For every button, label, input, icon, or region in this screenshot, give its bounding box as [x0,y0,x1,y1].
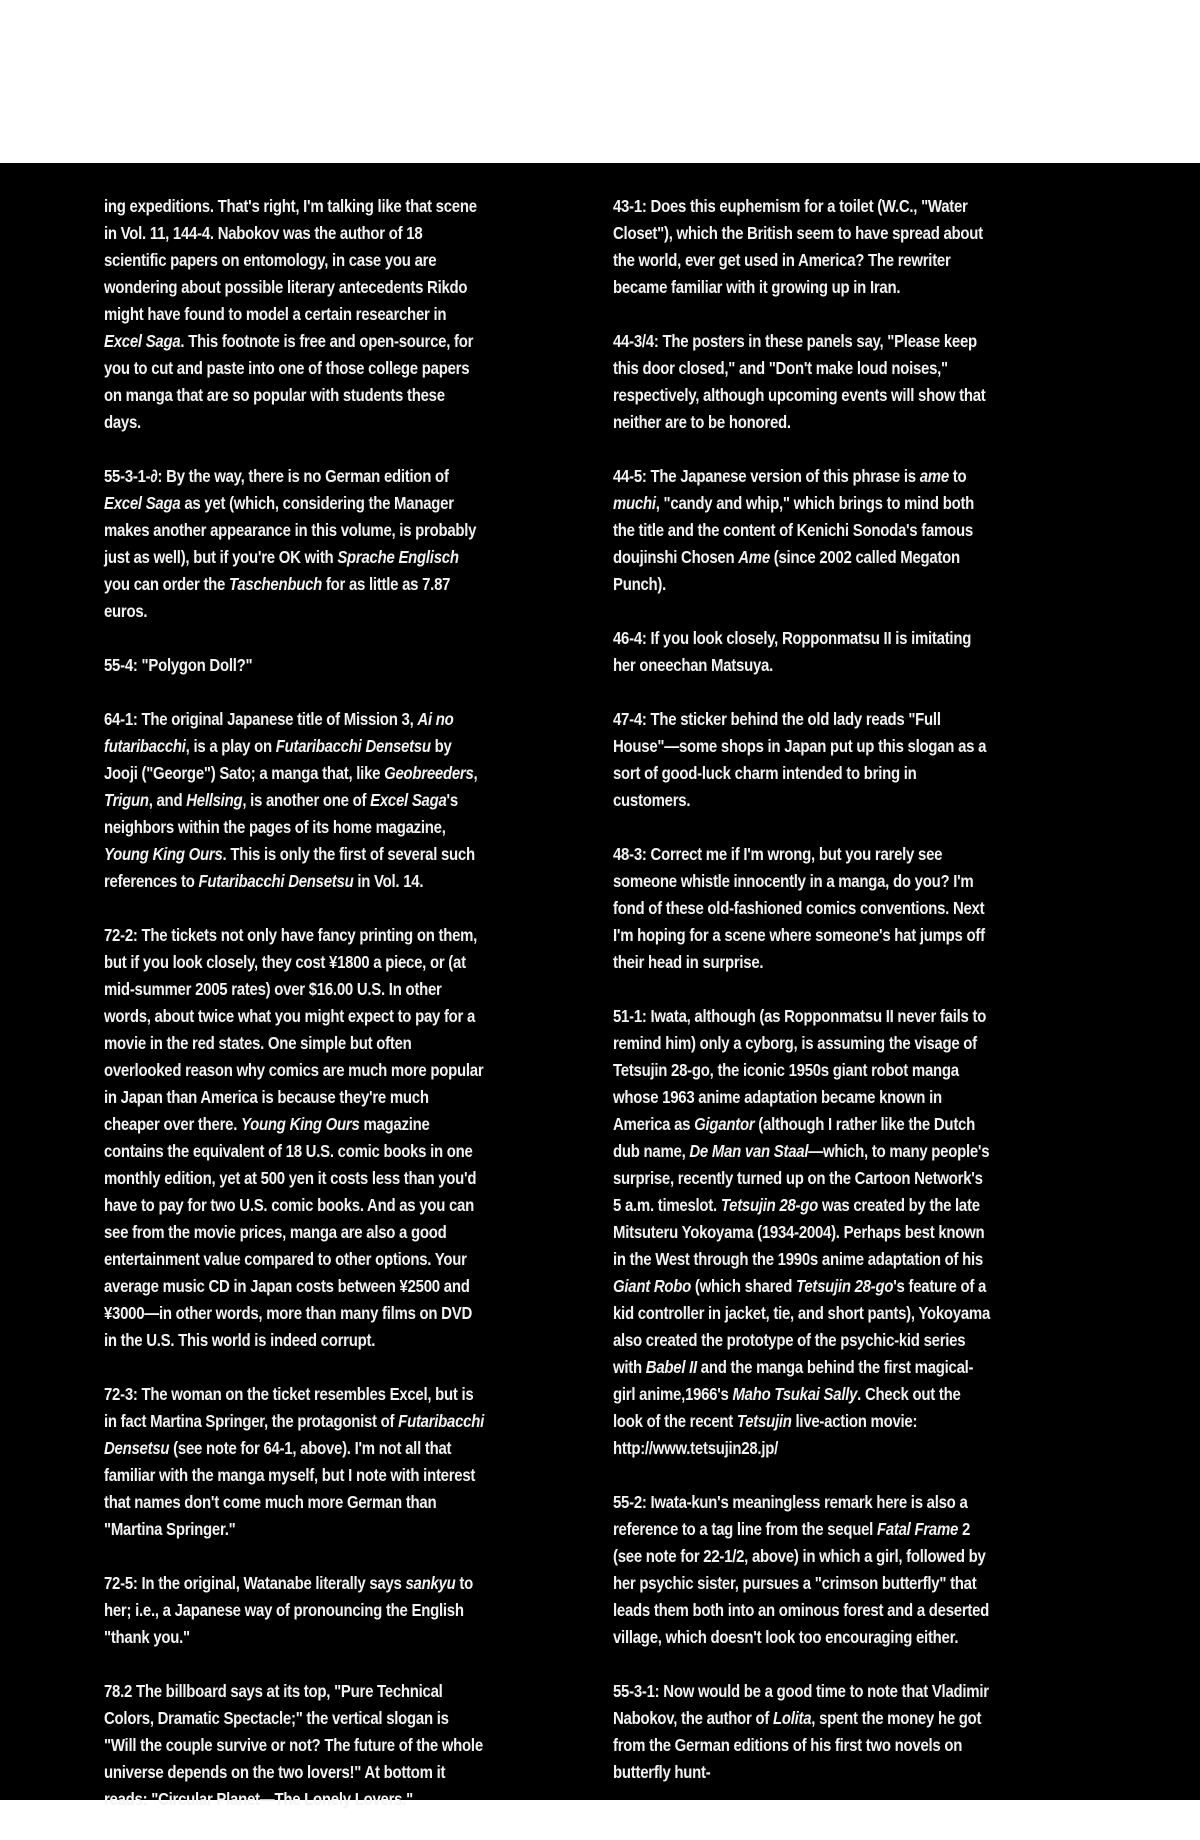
note-text: 51-1: Iwata, although (as Ropponmatsu II never fails to remind him) only a cyborg, is assuming the visage of Tetsujin 28-go, the iconic 1950s giant robot manga whose 1963 anime adaptation became known in America as [613,1006,987,1134]
note-text: 72-5: In the original, Watanabe literally says [104,1573,406,1593]
note-cont [104,193,484,436]
italic-title: Ame [738,547,770,567]
note-43-1 [613,193,993,301]
note-text: ing expeditions. That's right, I'm talking like that scene in Vol. 11, 144-4. Nabokov was the author of 18 scientific papers on entomology, in case you are wondering about possible literary antecedents Rikdo might have found to model a certain researcher in [104,196,477,324]
italic-title: Young King Ours [104,844,223,864]
note-text: (see note for 64-1, above). I'm not all that familiar with the manga myself, but I note with interest that names don't come much more German than "Martina Springer." [104,1438,476,1539]
note-text: 48-3: Correct me if I'm wrong, but you rarely see someone whistle innocently in a manga, do you? I'm fond of these old-fashioned comics conventions. Next I'm hoping for a scene where someone's hat jumps off their head in surprise. [613,844,985,972]
note-55-3-1-d [104,463,484,625]
note-46-4 [613,625,993,679]
note-text: was created by the late Mitsuteru Yokoyama (1934-2004). Perhaps best known in the West through the 1990s anime adaptation of his [613,1195,985,1269]
note-text: 55-3-1: Now would be a good time to note that Vladimir Nabokov, the author of [613,1681,989,1728]
note-text: , is a play on [185,736,276,756]
note-text: for as little as 7.87 euros. [104,574,451,621]
italic-title: Sprache Englisch [337,547,459,567]
note-text: 46-4: If you look closely, Ropponmatsu II is imitating her oneechan Matsuya. [613,628,972,675]
italic-title: Fatal Frame [876,1519,959,1539]
note-44-3-4 [613,328,993,436]
note-55-4 [104,652,484,679]
note-text: by Jooji ("George") Sato; a manga that, like [104,736,452,783]
note-text: 55-4: "Polygon Doll?" [104,655,253,675]
note-text: in Vol. 14. [353,871,424,891]
italic-title: Excel Saga [104,331,181,351]
note-64-1 [104,706,484,895]
italic-title: ame [919,466,949,486]
italic-title: sankyu [405,1573,456,1593]
note-text: you can order the [104,574,230,594]
note-text: , and [148,790,187,810]
note-text: , is another one of [242,790,371,810]
note-text: . Check out the look of the recent [613,1384,961,1431]
italic-title: Trigun [104,790,149,810]
note-text: , "candy and whip," which brings to mind both the title and the content of Kenichi Sonoda's famous doujinshi Chosen [613,493,975,567]
italic-title: Geobreeders [384,763,474,783]
italic-title: Futaribacchi Densetsu [198,871,354,891]
note-text: 44-3/4: The posters in these panels say, "Please keep this door closed," and "Don't make loud noises," respectively, although upcoming events will show that neither are to be honored. [613,331,986,432]
note-text: , [473,763,478,783]
note-48-3 [613,841,993,976]
top-margin [0,0,1200,163]
note-72-2 [104,922,484,1354]
italic-title: Giant Robo [613,1276,692,1296]
italic-title: muchi [613,493,656,513]
note-text: 44-5: The Japanese version of this phrase is [613,466,920,486]
italic-title: Taschenbuch [229,574,323,594]
italic-title: Tetsujin 28-go [796,1276,894,1296]
note-text: 55-3-1-∂: By the way, there is no German edition of [104,466,449,486]
note-47-4 [613,706,993,814]
right-column [613,193,993,1813]
note-text: as yet (which, considering the Manager makes another appearance in this volume, is probably just as well), but if you're OK with [104,493,477,567]
note-text: (although I rather like the Dutch dub name, [613,1114,975,1161]
note-text: 55-2: Iwata-kun's meaningless remark here is also a reference to a tag line from the sequel [613,1492,968,1539]
note-text: 72-3: The woman on the ticket resembles Excel, but is in fact Martina Springer, the protagonist of [104,1384,474,1431]
note-text: (which shared [691,1276,797,1296]
note-text: 's feature of a kid controller in jacket, tie, and short pants), Yokoyama also created the prototype of the psychic-kid series with [613,1276,991,1377]
note-text: and the manga behind the first magical-girl anime,1966's [613,1357,974,1404]
italic-title: Futaribacchi Densetsu [275,736,431,756]
note-text: , spent the money he got from the German editions of his first two novels on butterfly hunt- [613,1708,982,1782]
note-44-5 [613,463,993,598]
note-51-1 [613,1003,993,1462]
note-text: . This is only the first of several such references to [104,844,475,891]
note-text: 2 (see note for 22-1/2, above) in which a girl, followed by her psychic sister, pursues a "crimson butterfly" that leads them both into an ominous forest and a deserted village, which doesn't look too encouraging either. [613,1519,990,1647]
note-text: live-action movie: http://www.tetsujin28.jp/ [613,1411,918,1458]
italic-title: Babel II [645,1357,697,1377]
note-55-2 [613,1489,993,1651]
note-text: —which, to many people's surprise, recently turned up on the Cartoon Network's 5 a.m. timeslot. [613,1141,990,1215]
italic-title: Young King Ours [240,1114,360,1134]
note-78-2 [104,1678,484,1813]
note-text: 47-4: The sticker behind the old lady reads "Full House"—some shops in Japan put up this slogan as a sort of good-luck charm intended to bring in customers. [613,709,987,810]
italic-title: Maho Tsukai Sally [732,1384,858,1404]
italic-title: Hellsing [186,790,243,810]
left-column [104,193,484,1840]
note-text: 78.2 The billboard says at its top, "Pure Technical Colors, Dramatic Spectacle;" the vertical slogan is "Will the couple survive or not? The future of the whole universe depends on the two lovers!" At bottom it reads: "Circular Planet—The Lonely Lovers." [104,1681,483,1809]
note-text: 's neighbors within the pages of its home magazine, [104,790,458,837]
italic-title: Ai no futaribacchi [104,709,454,756]
notes-page [0,163,1200,1809]
italic-title: Excel Saga [104,493,181,513]
italic-title: De Man van Staal [689,1141,809,1161]
note-72-3 [104,1381,484,1543]
italic-title: Tetsujin [736,1411,792,1431]
note-text: 72-2: The tickets not only have fancy printing on them, but if you look closely, they cost ¥1800 a piece, or (at mid-summer 2005 rates) over $16.00 U.S. In other words, about twice what you might expect to pay for a movie in the red states. One simple but often overlooked reason why comics are much more popular in Japan than America is because they're much cheaper over there. [104,925,484,1134]
italic-title: Futaribacchi Densetsu [104,1411,485,1458]
note-text: (since 2002 called Megaton Punch). [613,547,960,594]
italic-title: Gigantor [694,1114,755,1134]
note-text: to [948,466,967,486]
note-text: 64-1: The original Japanese title of Mission 3, [104,709,418,729]
note-text: 43-1: Does this euphemism for a toilet (W.C., "Water Closet"), which the British seem to have spread about the world, ever get used in America? The rewriter became familiar with it growing up in Iran. [613,196,983,297]
italic-title: Excel Saga [370,790,447,810]
note-text: to her; i.e., a Japanese way of pronouncing the English "thank you." [104,1573,474,1647]
italic-title: Lolita [772,1708,812,1728]
note-72-5 [104,1570,484,1651]
italic-title: Tetsujin 28-go [720,1195,819,1215]
note-55-3-1 [613,1678,993,1786]
note-text: . This footnote is free and open-source, for you to cut and paste into one of those college papers on manga that are so popular with students these days. [104,331,474,432]
note-text: magazine contains the equivalent of 18 U.S. comic books in one monthly edition, yet at 500 yen it costs less than you'd have to pay for two U.S. comic books. And as you can see from the movie prices, manga are also a good entertainment value compared to other options. Your average music CD in Japan costs between ¥2500 and ¥3000—in other words, more than many films on DVD in the U.S. This world is indeed corrupt. [104,1114,477,1350]
